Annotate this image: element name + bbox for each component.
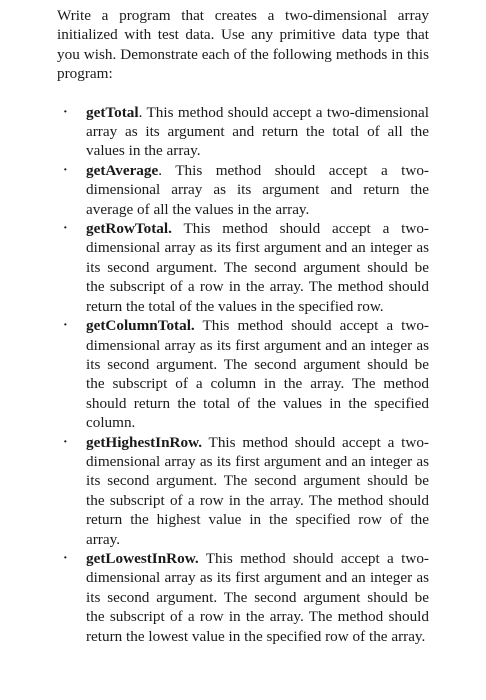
method-name: getAverage	[86, 161, 159, 179]
method-description: This method should accept a two-dimensional array as its first argument and an integer as its second argument. The second argument should be the subscript of a column in the array. The method should return the total of the values in the specified column.	[86, 317, 429, 432]
bullet-icon: ·	[63, 104, 68, 120]
method-name: getTotal	[86, 103, 139, 121]
method-name: getLowestInRow.	[86, 549, 199, 567]
list-item	[57, 549, 429, 646]
method-description: . This method should accept a two-dimensional array as its argument and return the average of all the values in the array.	[86, 161, 429, 218]
method-description: This method should accept a two-dimensional array as its first argument and an integer as its second argument. The second argument should be the subscript of a row in the array. The method should return the highest value in the specified row of the array.	[86, 433, 429, 548]
method-description: . This method should accept a two-dimensional array as its argument and return the total of all the values in the array.	[86, 103, 429, 160]
document-page	[57, 6, 429, 646]
intro-paragraph: Write a program that creates a two-dimensional array initialized with test data. Use any primitive data type that you wish. Demonstrate each of the following methods in this program:	[57, 7, 429, 83]
list-item	[57, 161, 429, 219]
bullet-icon: ·	[63, 162, 68, 178]
method-description: This method should accept a two-dimensional array as its first argument and an integer as its second argument. The second argument should be the subscript of a row in the array. The method should return the total of the values in the specified row.	[86, 220, 429, 315]
method-name: getColumnTotal.	[86, 317, 195, 335]
bullet-icon: ·	[63, 318, 68, 334]
list-item	[57, 219, 429, 316]
list-item	[57, 433, 429, 549]
bullet-icon: ·	[63, 550, 68, 566]
list-item	[57, 103, 429, 161]
method-name: getHighestInRow.	[86, 433, 203, 451]
bullet-icon: ·	[63, 221, 68, 237]
list-item	[57, 316, 429, 432]
bullet-icon: ·	[63, 434, 68, 450]
method-name: getRowTotal.	[86, 220, 172, 238]
methods-list	[57, 103, 429, 646]
method-description: This method should accept a two-dimensional array as its first argument and an integer as its second argument. The second argument should be the subscript of a row in the array. The method should return the lowest value in the specified row of the array.	[86, 549, 429, 645]
